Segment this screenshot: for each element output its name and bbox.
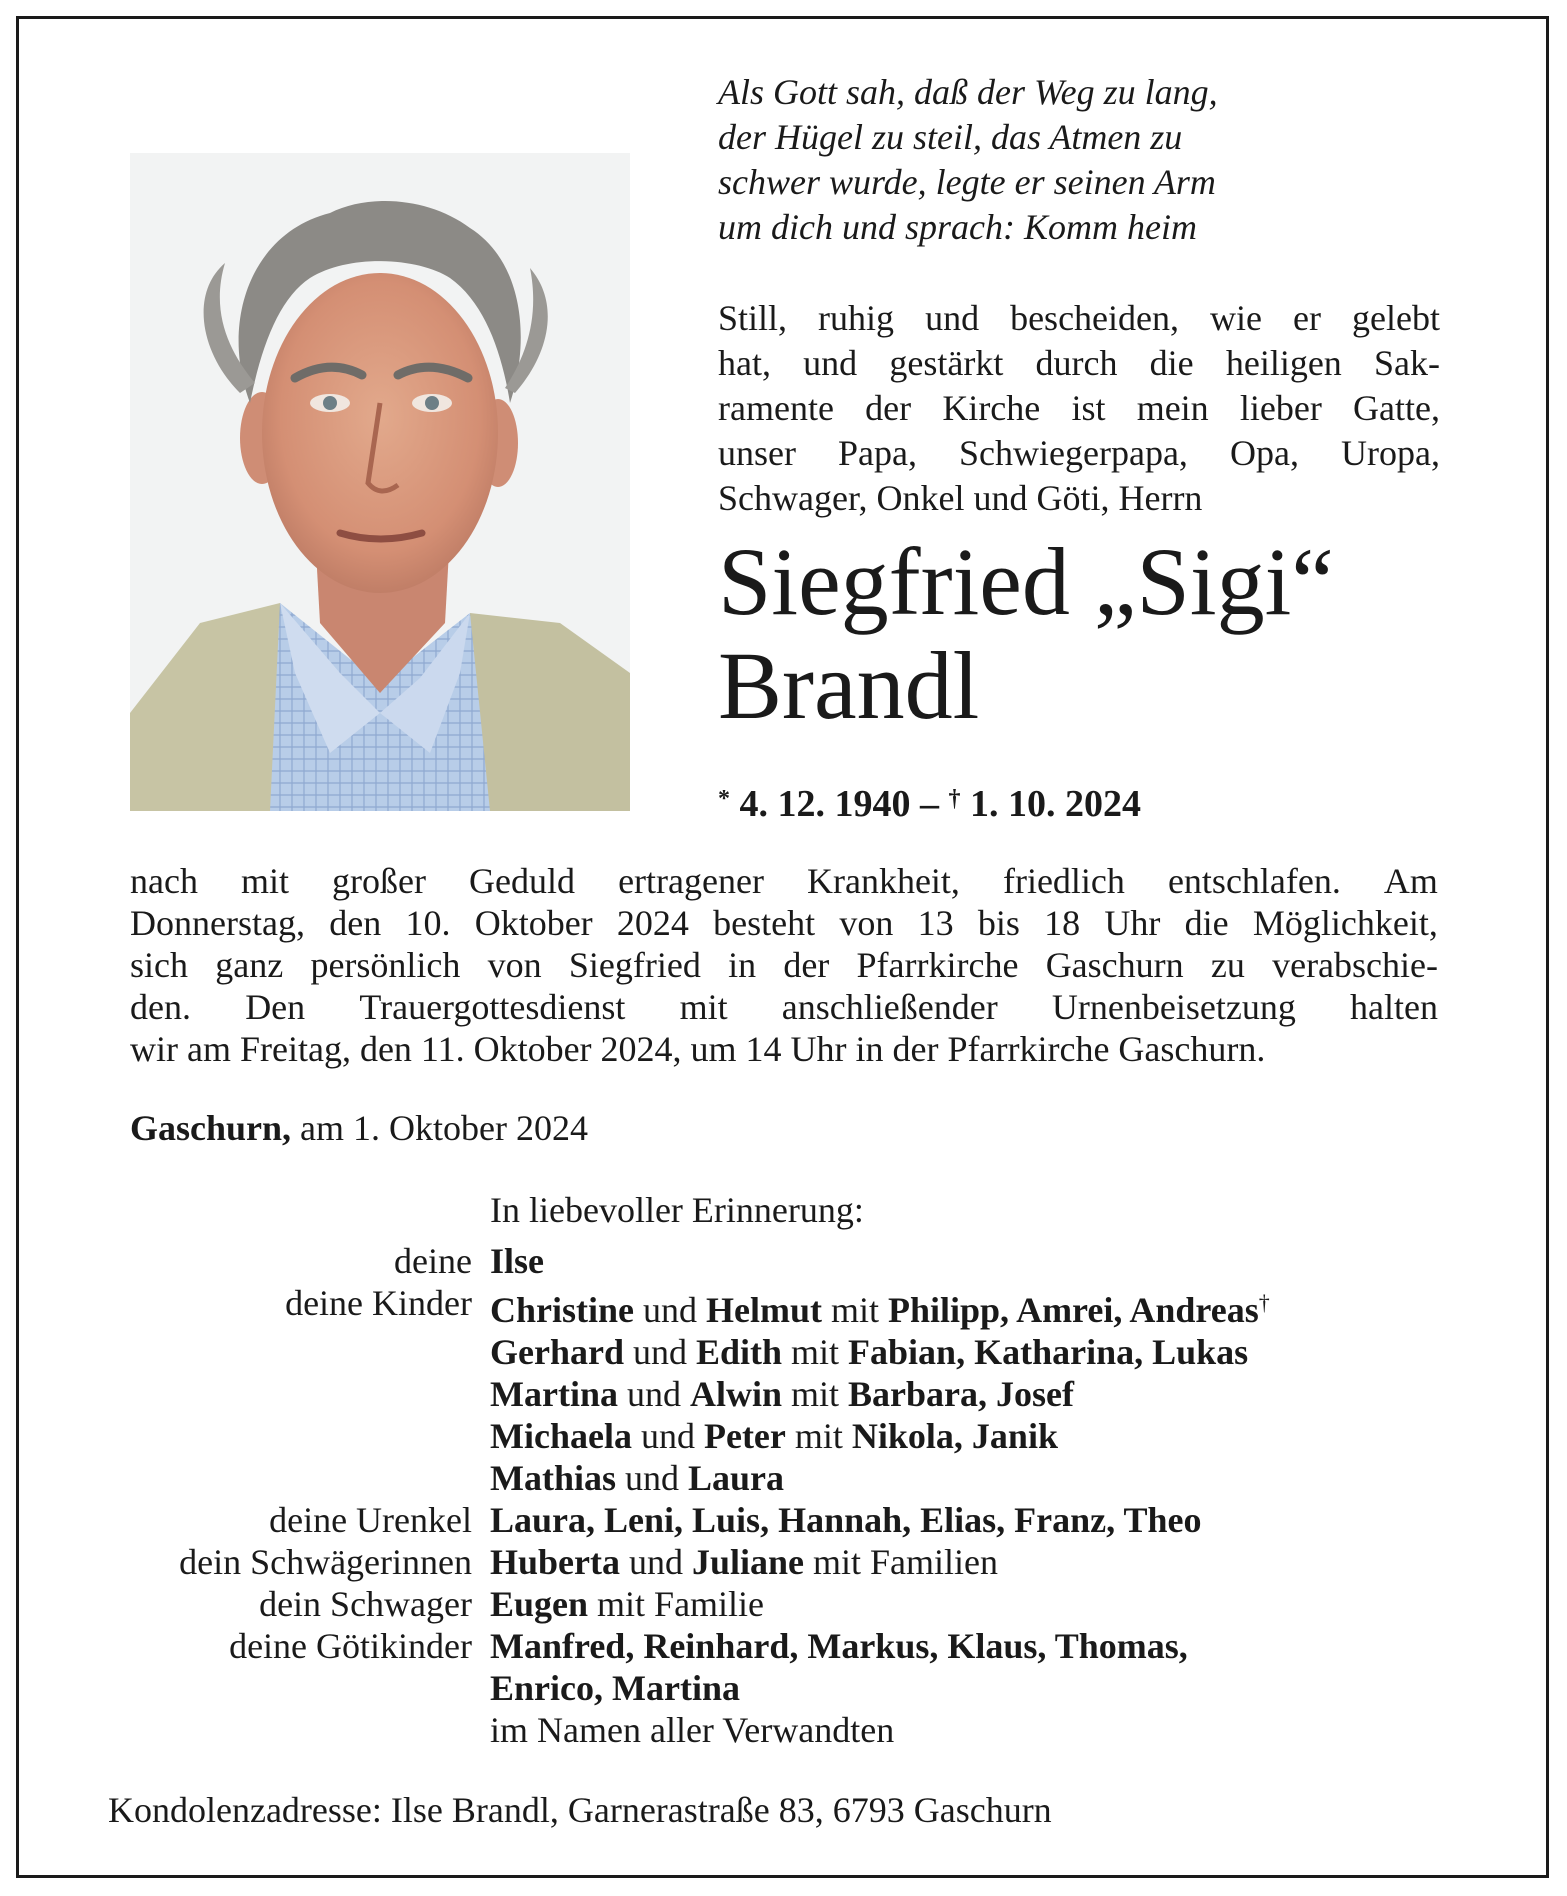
word: 18 (1044, 903, 1081, 943)
word: den. (130, 987, 191, 1027)
birth-date: 4. 12. 1940 (739, 783, 911, 825)
word: Kirche (942, 388, 1041, 428)
body-line (130, 986, 1438, 1028)
word: 2024 (616, 903, 689, 943)
word: hat, (718, 343, 771, 383)
mourner-names (490, 1240, 1480, 1282)
mourner-text: Alwin (689, 1374, 782, 1414)
mourner-text: und (620, 1542, 692, 1582)
mourner-text: Juliane (692, 1542, 805, 1582)
mourner-role (120, 1709, 490, 1751)
mourner-text: mit (782, 1332, 849, 1372)
mourner-role (120, 1457, 490, 1499)
body-line (130, 860, 1438, 902)
mourner-names (490, 1499, 1480, 1541)
mourner-names (490, 1625, 1480, 1667)
mourner-names (490, 1373, 1480, 1415)
announcement-text (130, 860, 1438, 1070)
word: unser (718, 433, 796, 473)
mourner-text: Enrico, Martina (490, 1668, 740, 1708)
intro-paragraph (718, 296, 1440, 521)
mourner-row (120, 1415, 1480, 1457)
poem-line: der Hügel zu steil, das Atmen zu (718, 117, 1183, 157)
poem-line: schwer wurde, legte er seinen Arm (718, 162, 1216, 202)
word: von (839, 903, 894, 943)
word: durch (1035, 343, 1118, 383)
word: 13 (917, 903, 954, 943)
word: Donnerstag, (130, 903, 305, 943)
word: ertragener (618, 861, 764, 901)
word: die (1184, 903, 1229, 943)
word: Uropa, (1340, 433, 1440, 473)
mourner-text: Peter (703, 1416, 786, 1456)
word: Trauergottesdienst (359, 987, 626, 1027)
word: mit (679, 987, 728, 1027)
birth-mark: * (718, 786, 730, 812)
mourner-row (120, 1667, 1480, 1709)
word: ist (1071, 388, 1106, 428)
word: Still, (718, 298, 788, 338)
intro-line (718, 386, 1440, 431)
mourner-text: mit Familie (588, 1584, 765, 1624)
word: Papa, (838, 433, 917, 473)
word: heiligen (1225, 343, 1342, 383)
word: und (925, 298, 980, 338)
mourner-text: im Namen aller Verwandten (490, 1710, 895, 1750)
mourner-row (120, 1457, 1480, 1499)
word: Sak- (1374, 343, 1440, 383)
word: der (783, 945, 830, 985)
place-date-text: am 1. Oktober 2024 (300, 1108, 588, 1148)
intro-line (718, 341, 1440, 386)
mourner-role: deine Kinder (285, 1283, 472, 1323)
word: ramente (718, 388, 834, 428)
mourner-row (120, 1709, 1480, 1751)
memory-heading: In liebevoller Erinnerung: (490, 1190, 864, 1230)
mourner-role (120, 1373, 490, 1415)
word: entschlafen. (1167, 861, 1341, 901)
word: großer (332, 861, 427, 901)
name-line-2: Brandl (718, 632, 980, 739)
mourner-text: Laura, Leni, Luis, Hannah, Elias, Franz, Theo (490, 1500, 1202, 1540)
name-line-1: Siegfried „Sigi“ (718, 528, 1334, 635)
mourner-text: Manfred, Reinhard, Markus, Klaus, Thomas, (490, 1626, 1188, 1666)
word: halten (1350, 987, 1438, 1027)
mourner-text: und (634, 1290, 706, 1330)
mourner-text: und (631, 1416, 704, 1456)
word: bis (977, 903, 1020, 943)
mourner-text: Edith (695, 1332, 783, 1372)
word: 10. (405, 903, 451, 943)
word: Möglichkeit, (1252, 903, 1438, 943)
mourner-text: Eugen (490, 1584, 589, 1624)
mourner-row (120, 1373, 1480, 1415)
word: Krankheit, (806, 861, 960, 901)
mourner-text: Ilse (490, 1241, 544, 1281)
word: die (1149, 343, 1194, 383)
mourner-text: mit (821, 1290, 888, 1330)
date-separator: – (920, 783, 939, 825)
word: gestärkt (889, 343, 1004, 383)
mourner-role: deine Götikinder (229, 1626, 472, 1666)
word: Oktober (474, 903, 593, 943)
word: Gaschurn (1045, 945, 1184, 985)
intro-line (718, 296, 1440, 341)
mourner-row (120, 1282, 1480, 1331)
word: der (865, 388, 912, 428)
word: und (803, 343, 858, 383)
word: Schwiegerpapa, (959, 433, 1188, 473)
mourner-role: deine Urenkel (269, 1500, 472, 1540)
mourner-text: Laura (688, 1458, 785, 1498)
mourner-names (490, 1709, 1480, 1751)
deceased-name (718, 530, 1478, 738)
poem-line: Als Gott sah, daß der Weg zu lang, (718, 72, 1218, 112)
mourner-text: mit (782, 1374, 849, 1414)
word: friedlich (1002, 861, 1125, 901)
mourners-list (120, 1240, 1480, 1751)
mourner-names (490, 1415, 1480, 1457)
mourner-row (120, 1240, 1480, 1282)
mourner-role (120, 1415, 490, 1457)
intro-line (718, 431, 1440, 476)
mourner-row (120, 1331, 1480, 1373)
body-line (130, 944, 1438, 986)
mourner-names (490, 1667, 1480, 1709)
life-dates (718, 776, 1141, 827)
word: ruhig (818, 298, 895, 338)
word: Opa, (1229, 433, 1299, 473)
body-line (130, 902, 1438, 944)
word: mit (241, 861, 290, 901)
mourner-role: dein Schwager (259, 1584, 472, 1624)
mourner-text: Barbara, Josef (848, 1374, 1074, 1414)
mourner-text: mit Familien (804, 1542, 999, 1582)
mourner-text: und (616, 1458, 688, 1498)
death-mark: † (948, 786, 961, 812)
word: besteht (713, 903, 816, 943)
mourner-text: und (623, 1332, 696, 1372)
word: Am (1383, 861, 1438, 901)
mourner-text: Christine (490, 1290, 634, 1330)
word: bescheiden, (1010, 298, 1180, 338)
intro-line: Schwager, Onkel und Göti, Herrn (718, 478, 1203, 518)
mourner-text: Fabian, Katharina, Lukas (848, 1332, 1249, 1372)
word: anschließender (781, 987, 998, 1027)
death-date: 1. 10. 2024 (970, 783, 1141, 825)
poem-line: um dich und sprach: Komm heim (718, 207, 1197, 247)
mourner-text: Nikola, Janik (851, 1416, 1058, 1456)
mourner-role: dein Schwägerinnen (179, 1542, 472, 1582)
mourner-names (490, 1583, 1480, 1625)
mourner-row (120, 1625, 1480, 1667)
mourner-text: Gerhard (490, 1332, 624, 1372)
word: persönlich (310, 945, 461, 985)
mourner-text: Mathias (490, 1458, 616, 1498)
word: ganz (215, 945, 284, 985)
word: Den (245, 987, 306, 1027)
mourner-names (490, 1282, 1480, 1331)
portrait-photo (130, 153, 630, 811)
mourner-text: und (617, 1374, 690, 1414)
word: von (487, 945, 542, 985)
word: wie (1210, 298, 1263, 338)
poem (718, 70, 1478, 250)
mourner-text: mit (785, 1416, 852, 1456)
mourner-role (120, 1667, 490, 1709)
mourner-row (120, 1583, 1480, 1625)
word: in (728, 945, 757, 985)
mourner-names (490, 1541, 1480, 1583)
mourner-text: Philipp, Amrei, Andreas (888, 1290, 1259, 1330)
body-line: wir am Freitag, den 11. Oktober 2024, um 14 Uhr in der Pfarrkirche Gaschurn. (130, 1029, 1266, 1069)
condolence-address: Kondolenzadresse: Ilse Brandl, Garnerastraße 83, 6793 Gaschurn (108, 1790, 1052, 1830)
word: Gatte, (1353, 388, 1440, 428)
mourner-role: deine (394, 1241, 472, 1281)
word: sich (130, 945, 188, 985)
word: Siegfried (568, 945, 701, 985)
word: verabschie- (1272, 945, 1438, 985)
word: mein (1136, 388, 1209, 428)
word: den (329, 903, 382, 943)
word: Pfarrkirche (856, 945, 1019, 985)
mourner-role (120, 1331, 490, 1373)
word: lieber (1239, 388, 1322, 428)
mourner-text: Helmut (706, 1290, 822, 1330)
word: er (1293, 298, 1321, 338)
word: nach (130, 861, 198, 901)
mourner-text: † (1258, 1290, 1270, 1315)
mourner-row (120, 1541, 1480, 1583)
place-town: Gaschurn, (130, 1108, 292, 1148)
mourner-names (490, 1457, 1480, 1499)
mourner-text: Martina (490, 1374, 618, 1414)
mourner-text: Michaela (490, 1416, 632, 1456)
word: Geduld (469, 861, 576, 901)
word: zu (1210, 945, 1245, 985)
word: gelebt (1352, 298, 1440, 338)
word: Urnenbeisetzung (1051, 987, 1296, 1027)
mourner-row (120, 1499, 1480, 1541)
place-date (130, 1106, 588, 1150)
mourner-names (490, 1331, 1480, 1373)
mourner-text: Huberta (490, 1542, 620, 1582)
word: Uhr (1104, 903, 1161, 943)
